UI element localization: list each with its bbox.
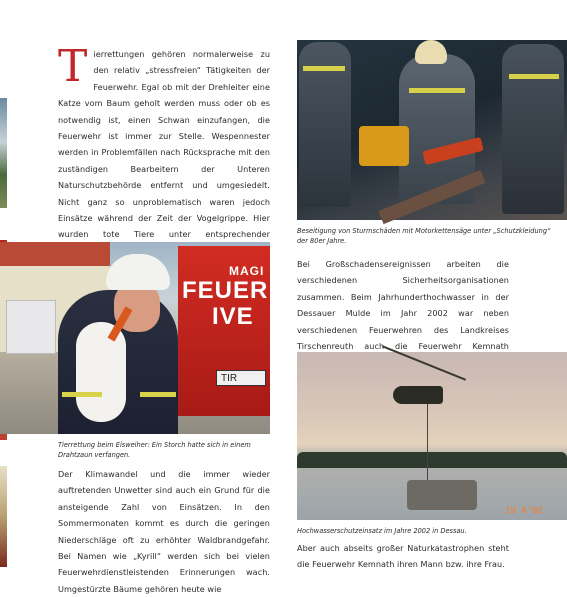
reflective-stripe [62, 392, 102, 397]
reflective-stripe [409, 88, 465, 93]
helicopter-caption: Hochwasserschutzeinsatz im Jahre 2002 in Dessau. [297, 527, 467, 535]
helmet [106, 254, 170, 290]
intro-block [58, 41, 270, 259]
reflective-stripe [140, 392, 176, 397]
climate-block [58, 466, 270, 597]
helicopter [393, 386, 443, 404]
previous-page-edge [0, 98, 7, 208]
tree-line [297, 452, 567, 468]
climate-paragraph: Der Klimawandel und die immer wieder auftretenden Unwetter sind auch ein Grund für die ansteigende Zahl von Einsätzen. In den Sommermonaten kommt es durch die geringen Niederschläge oft zu erhöhter Waldbrandgefahr. Bei Namen wie „Kyrill“ werden sich bei vielen Feuerwehrdienstleistenden Erinnerungen wach. Umgestürzte Bäume gehören heute wie [58, 469, 270, 594]
flood-paragraph: Bei Großschadensereignissen arbeiten die verschiedenen Sicherheitsorganisationen zusammen. Beim Jahrhunderthochwasser in der Dessauer Mulde im Jahr 2002 war neben verschiedenen Feuerwehren des Landkreises Tirschenreuth auch die Feuerwehr Kemnath [297, 259, 509, 352]
intro-paragraph [58, 41, 270, 259]
drop-cap: T [58, 41, 88, 92]
truck-lettering-2: FEUER [182, 277, 269, 304]
sandbag-boat [407, 480, 477, 510]
chainsaw-caption: Beseitigung von Sturmschäden mit Motorkettensäge unter „Schutzkleidung“ der 80er Jahre. [297, 227, 551, 245]
previous-page-edge [0, 466, 7, 567]
truck-lettering-3: IVE [212, 303, 254, 330]
date-stamp: 19 8'02 [505, 506, 543, 516]
truck-lettering [182, 264, 268, 330]
reflective-stripe [303, 66, 345, 71]
chainsaw-caption-block [297, 226, 559, 246]
roof [0, 242, 110, 266]
truck-lettering-1: MAGI [229, 264, 265, 278]
firefighter-right [502, 44, 564, 214]
closing-block [297, 540, 509, 573]
chainsaw-body [359, 126, 409, 166]
stork-caption-block [58, 440, 270, 460]
license-plate: TIR [216, 370, 266, 386]
stork-rescue-photo [0, 242, 270, 434]
closing-paragraph: Aber auch abseits großer Naturkatastrophen steht die Feuerwehr Kemnath ihren Mann bzw. ihre Frau. [297, 543, 509, 570]
garage-door [6, 300, 56, 354]
helicopter-caption-block [297, 526, 559, 536]
helicopter-photo [297, 352, 567, 520]
chainsaw-photo [297, 40, 567, 220]
reflective-stripe [509, 74, 559, 79]
helmet [415, 40, 447, 64]
stork [76, 322, 126, 422]
intro-text: ierrettungen gehören normalerweise zu den relativ „stressfreien“ Tätigkeiten der Feuerwehr. Egal ob mit der Drehleiter eine Katze vom Baum geholt werden muss oder ob es notwendig ist, einen Schwan einzufangen, die Feuerwehr ist immer zur Stelle. Wespennester werden in Problemfällen nach Rücksprache mit den zuständigen Bearbeitern der Unteren Naturschutzbehörde entfernt und umgesiedelt. Nicht ganz so unproblematisch waren jedoch Einsätze während der Zeit der Vogelgrippe. Hier wurden tote Tiere unter entsprechender [58, 49, 270, 240]
stork-caption: Tierrettung beim Eisweiher: Ein Storch hatte sich in einem Drahtzaun verfangen. [58, 441, 251, 459]
